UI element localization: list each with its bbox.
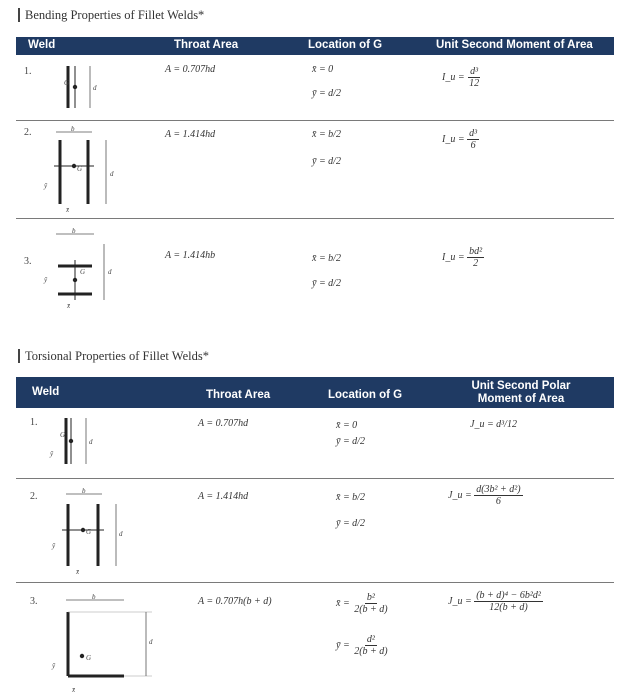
torsional-row2-figure	[44, 486, 154, 576]
bending-col-area: Throat Area	[174, 39, 239, 51]
torsional-row2-gx: x̄ = b/2	[336, 492, 365, 503]
bending-col-location: Location of G	[308, 39, 383, 51]
moment-fraction	[467, 66, 481, 89]
bending-row1-moment	[442, 66, 481, 89]
gy-den: 2(b + d)	[354, 646, 388, 657]
fig-label-b: b	[72, 227, 76, 235]
gy-num: d²	[366, 634, 375, 645]
torsional-row3-area: A = 0.707h(b + d)	[198, 596, 272, 607]
fig-label-x: x̄	[76, 568, 80, 576]
torsional-divider-1	[16, 478, 614, 479]
moment-num: d³	[469, 128, 478, 139]
moment-den: 12	[469, 78, 480, 89]
fig-label-y: ȳ	[44, 182, 48, 190]
bending-divider-1	[16, 120, 614, 121]
bending-row3-gy: ȳ = d/2	[312, 278, 341, 289]
bending-title: Bending Properties of Fillet Welds*	[18, 8, 204, 22]
torsional-row3-figure	[44, 592, 169, 698]
torsional-row1-area: A = 0.707hd	[198, 418, 249, 429]
bending-col-moment: Unit Second Moment of Area	[436, 39, 593, 51]
fig-label-y: ȳ	[52, 662, 56, 670]
fig-label-b: b	[92, 593, 96, 601]
fig-label-d: d	[110, 170, 114, 178]
fig-label-g: G	[60, 431, 66, 439]
fig-label-g: G	[86, 528, 92, 536]
fig-label-d: d	[89, 438, 93, 446]
gy-fraction	[352, 634, 389, 657]
torsional-row3-num: 3.	[30, 596, 38, 607]
moment-fraction	[467, 128, 479, 151]
fig-label-g: G	[86, 654, 92, 662]
torsional-col-moment: Unit Second Polar Moment of Area	[471, 380, 571, 405]
torsional-title: Torsional Properties of Fillet Welds*	[18, 349, 209, 363]
bending-row2-num: 2.	[24, 127, 32, 138]
moment-fraction	[474, 484, 522, 507]
fig-label-g: G	[64, 79, 70, 87]
moment-lhs: I_u =	[442, 71, 465, 83]
moment-den: 6	[495, 496, 501, 507]
torsional-row2-moment	[448, 484, 523, 507]
torsional-row1-moment: J_u = d³/12	[470, 419, 517, 430]
moment-lhs: I_u =	[442, 251, 465, 263]
torsional-row1-gx: x̄ = 0	[336, 420, 358, 431]
fig-label-g: G	[77, 165, 83, 173]
bending-row1-gy: ȳ = d/2	[312, 88, 341, 99]
bending-row1-area: A = 0.707hd	[165, 64, 216, 75]
moment-den: 2	[473, 258, 479, 269]
moment-lhs: I_u =	[442, 133, 465, 145]
bending-row2-gy: ȳ = d/2	[312, 156, 341, 167]
moment-num: d³	[470, 66, 479, 77]
torsional-row1-figure	[44, 414, 124, 470]
torsional-row3-gx	[336, 592, 390, 615]
bending-row1-gx: x̄ = 0	[312, 64, 334, 75]
fig-label-x: x̄	[72, 686, 76, 694]
torsional-header	[16, 377, 614, 408]
fig-label-x: x̄	[66, 206, 70, 214]
gx-den: 2(b + d)	[354, 604, 388, 615]
gx-fraction	[352, 592, 389, 615]
gy-lhs: ȳ =	[336, 639, 350, 651]
torsional-row3-gy	[336, 634, 390, 657]
fig-label-d: d	[93, 84, 97, 92]
bending-row2-figure	[40, 124, 150, 214]
fig-label-b: b	[82, 487, 86, 495]
torsional-divider-2	[16, 582, 614, 583]
torsional-col-location: Location of G	[328, 389, 403, 401]
fig-label-d: d	[108, 268, 112, 276]
bending-divider-2	[16, 218, 614, 219]
torsional-row1-num: 1.	[30, 417, 38, 428]
torsional-col-area: Throat Area	[206, 389, 271, 401]
torsional-row1-gy: ȳ = d/2	[336, 436, 365, 447]
moment-fraction	[474, 590, 543, 613]
torsional-row2-num: 2.	[30, 491, 38, 502]
bending-row3-area: A = 1.414hb	[165, 250, 216, 261]
torsional-row3-moment	[448, 590, 543, 613]
moment-fraction	[467, 246, 484, 269]
fig-label-x: x̄	[67, 302, 71, 310]
bending-row1-num: 1.	[24, 66, 32, 77]
moment-num: d(3b² + d²)	[476, 484, 521, 495]
bending-header	[16, 37, 614, 55]
bending-row3-num: 3.	[24, 256, 32, 267]
bending-row3-gx: x̄ = b/2	[312, 253, 341, 264]
moment-den: 6	[470, 140, 476, 151]
bending-row2-moment	[442, 128, 479, 151]
gx-num: b²	[366, 592, 375, 603]
torsional-row2-gy: ȳ = d/2	[336, 518, 365, 529]
fig-label-b: b	[71, 125, 75, 133]
fig-label-g: G	[80, 268, 86, 276]
bending-row2-gx: x̄ = b/2	[312, 129, 341, 140]
fig-label-y: ȳ	[44, 276, 48, 284]
gx-lhs: x̄ =	[336, 597, 350, 609]
bending-row3-moment	[442, 246, 484, 269]
moment-lhs: J_u =	[448, 595, 472, 607]
fig-label-d: d	[149, 638, 153, 646]
bending-row2-area: A = 1.414hd	[165, 129, 216, 140]
fig-label-d: d	[119, 530, 123, 538]
moment-num: (b + d)⁴ − 6b²d²	[476, 590, 541, 601]
moment-num: bd²	[469, 246, 483, 257]
torsional-row2-area: A = 1.414hd	[198, 491, 249, 502]
moment-lhs: J_u =	[448, 489, 472, 501]
bending-col-weld: Weld	[28, 39, 56, 51]
bending-row3-figure	[40, 224, 150, 310]
fig-label-y: ȳ	[52, 542, 56, 550]
fig-label-y: ȳ	[50, 450, 54, 458]
torsional-col-weld: Weld	[32, 386, 60, 398]
bending-row1-figure	[40, 62, 120, 112]
moment-den: 12(b + d)	[489, 602, 528, 613]
